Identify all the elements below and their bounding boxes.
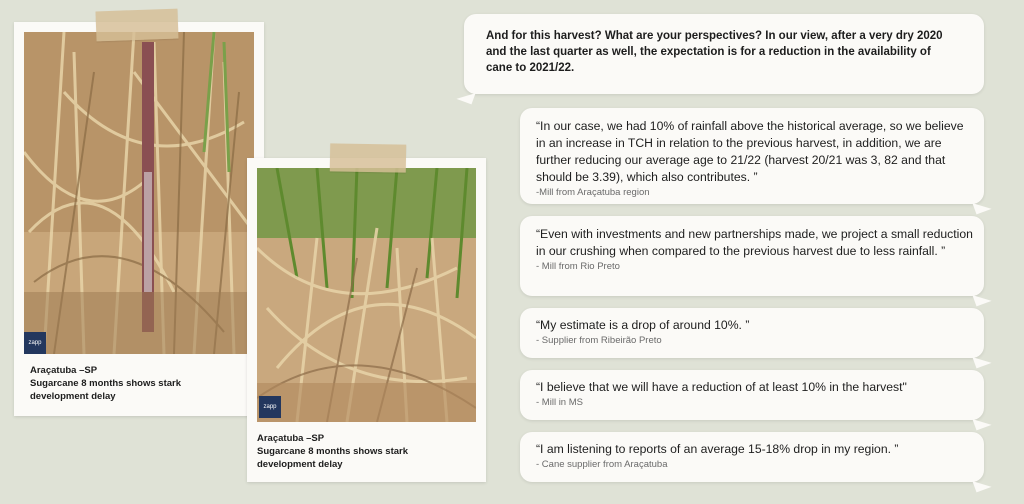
sugarcane-photo-2 [257,168,476,422]
intro-question: And for this harvest? What are your perspectives? In our view, after a very dry 2020 and the last quarter as well, the expectation is for a reduction in the availability of cane to 2021/22. [486,30,943,74]
quote-bubble-4 [520,370,984,420]
photo-caption-2 [257,432,408,471]
quote-text: “I am listening to reports of an average 15-18% drop in my region. ” [536,442,899,456]
quote-text: “Even with investments and new partnerships made, we project a small reduction in our crushing when compared to the previous harvest due to less rainfall. ” [536,227,973,258]
zapp-logo: zapp [24,332,46,354]
caption-line: development delay [257,459,343,470]
quote-bubble-1 [520,108,984,204]
caption-line: Sugarcane 8 months shows stark [257,446,408,457]
quote-text: “I believe that we will have a reduction of at least 10% in the harvest" [536,380,907,394]
quote-source: -Mill from Araçatuba region [536,187,650,198]
sugarcane-photo-1 [24,32,254,354]
intro-speech-bubble [464,14,984,94]
quote-bubble-2 [520,216,984,296]
quote-source: - Mill in MS [536,397,583,408]
tape-strip-1 [96,9,179,42]
quote-source: - Mill from Rio Preto [536,261,620,272]
caption-location: Araçatuba –SP [30,365,98,376]
quote-source: - Supplier from Ribeirão Preto [536,335,662,346]
photo-caption-1 [30,364,181,403]
quote-bubble-5 [520,432,984,482]
caption-location: Araçatuba –SP [257,433,325,444]
photo-card-2 [247,158,486,482]
tape-strip-2 [330,143,406,172]
caption-line: Sugarcane 8 months shows stark [30,378,181,389]
quote-text: “My estimate is a drop of around 10%. ” [536,318,750,332]
photo-card-1 [14,22,264,416]
quote-bubble-3 [520,308,984,358]
quote-text: “In our case, we had 10% of rainfall above the historical average, so we believe in an increase in TCH in relation to the previous harvest, in addition, we are further reducing our average age to 21/22 (harvest 20/21 was 3, 82 and that should be 3.39), which also contributes. ” [536,119,964,184]
zapp-logo: zapp [259,396,281,418]
quote-source: - Cane supplier from Araçatuba [536,459,668,470]
caption-line: development delay [30,391,116,402]
